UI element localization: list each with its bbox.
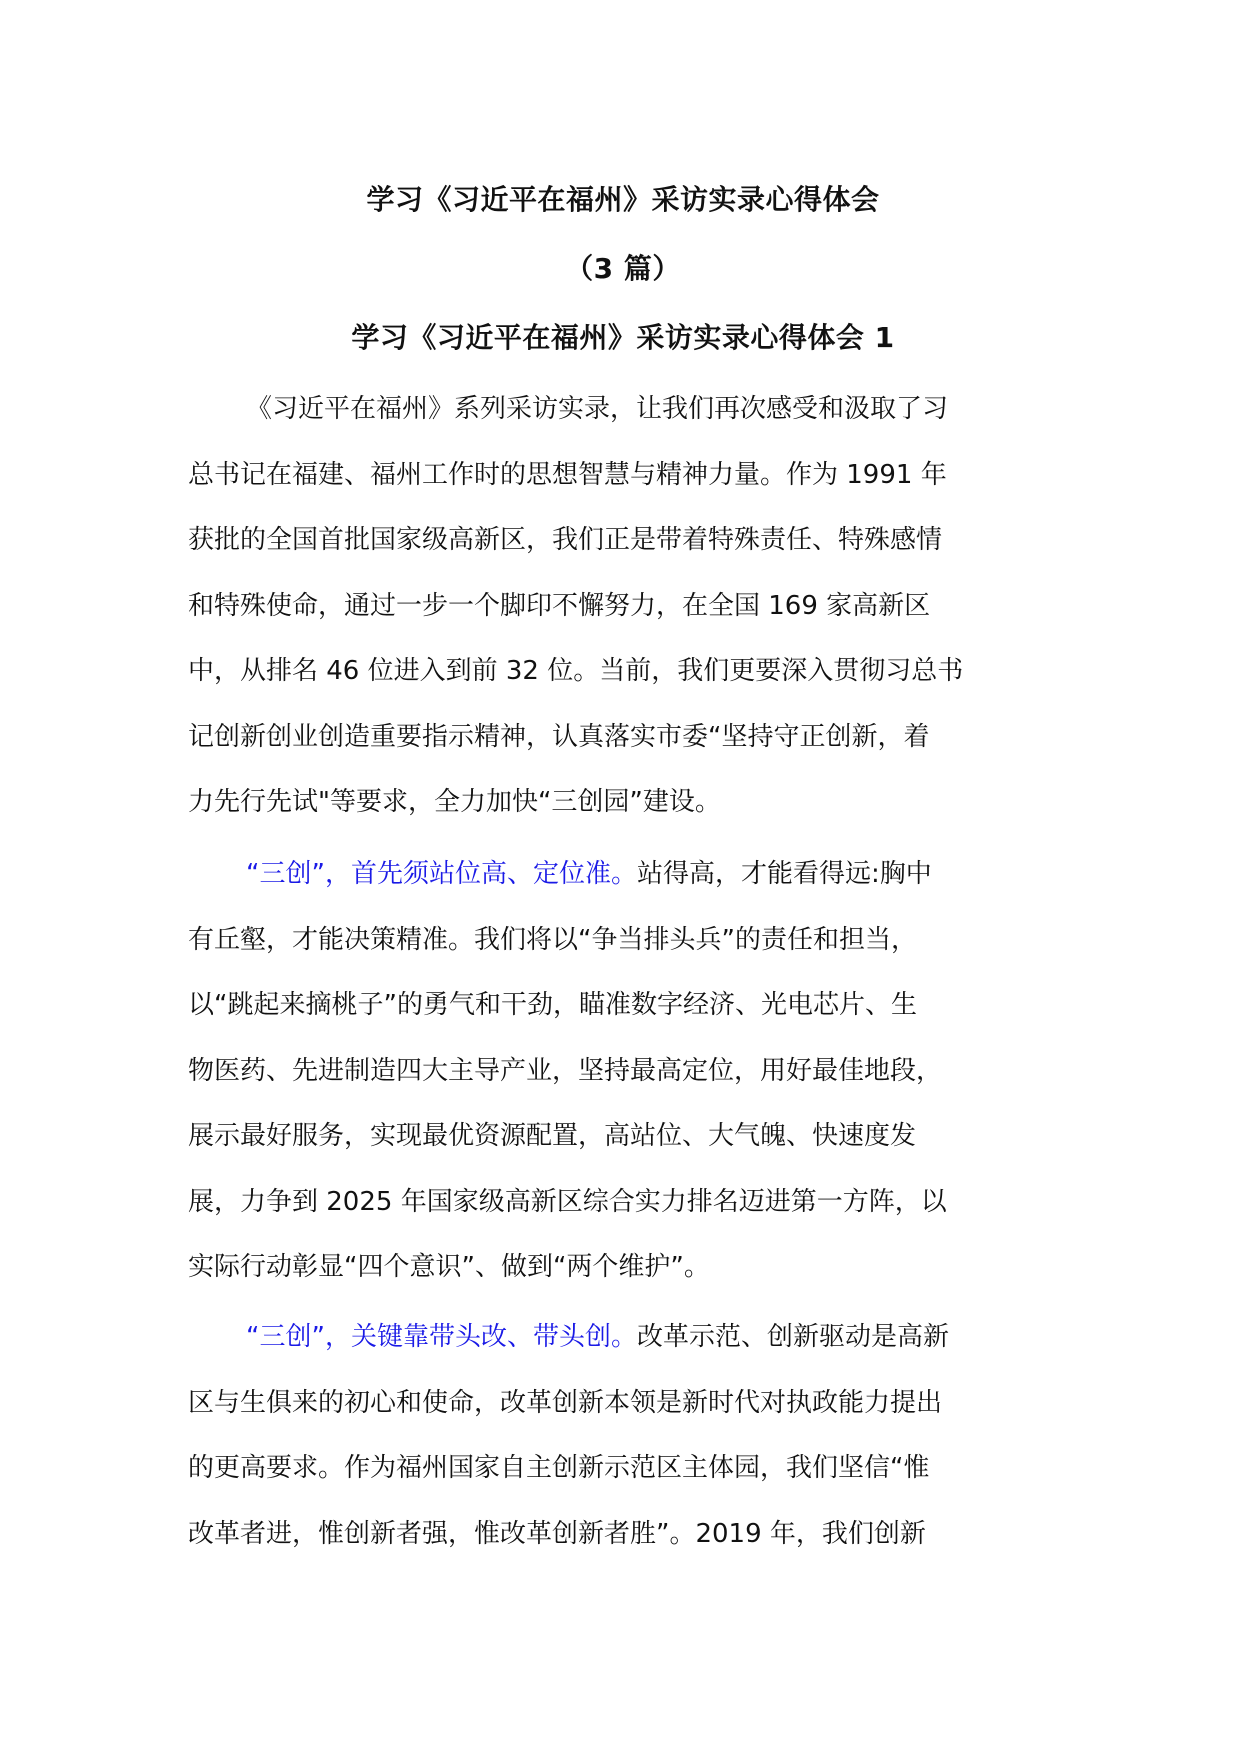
paragraph-line: 物医药、先进制造四大主导产业，坚持最高定位，用好最佳地段， (188, 1055, 943, 1086)
paragraph-line: 实际行动彰显“四个意识”、做到“两个维护”。 (188, 1252, 710, 1282)
highlight-heading: “三创”，关键靠带头改、带头创。 (246, 1322, 637, 1352)
section-title: 学习《习近平在福州》采访实录心得体会 1 (351, 321, 895, 354)
highlight-heading: “三创”，首先须站位高、定位准。 (246, 859, 637, 889)
paragraph-line: 和特殊使命，通过一步一个脚印不懈努力，在全国 169 家高新区 (188, 590, 931, 621)
paragraph-line-text: 改革示范、创新驱动是高新 (636, 1322, 949, 1352)
paragraph-line: 区与生俱来的初心和使命，改革创新本领是新时代对执政能力提出 (188, 1387, 943, 1418)
paragraph-line: 中，从排名 46 位进入到前 32 位。当前，我们更要深入贯彻习总书 (188, 656, 964, 686)
paragraph-first-line (188, 1305, 1058, 1371)
paragraph-3 (188, 1305, 1058, 1567)
paragraph-line: 展示最好服务，实现最优资源配置，高站位、大气魄、快速度发 (188, 1121, 917, 1151)
paragraph-line: 改革者进，惟创新者强，惟改革创新者胜”。2019 年，我们创新 (188, 1518, 926, 1549)
document-title: 学习《习近平在福州》采访实录心得体会 (366, 183, 880, 216)
paragraph-2 (188, 842, 1058, 1301)
paragraph-line: 记创新创业创造重要指示精神，认真落实市委“坚持守正创新，着 (188, 721, 930, 752)
paragraph-line: 的更高要求。作为福州国家自主创新示范区主体园，我们坚信“惟 (188, 1453, 930, 1483)
paragraph-line: 力先行先试"等要求，全力加快“三创园”建设。 (188, 787, 721, 817)
paragraph-1 (188, 377, 1058, 836)
document-subtitle: （3 篇） (565, 252, 681, 285)
paragraph-line: 《习近平在福州》系列采访实录，让我们再次感受和汲取了习 (246, 394, 949, 424)
paragraph-line: 以“跳起来摘桃子”的勇气和干劲，瞄准数字经济、光电芯片、生 (188, 990, 917, 1020)
paragraph-line: 总书记在福建、福州工作时的思想智慧与精神力量。作为 1991 年 (188, 459, 947, 490)
paragraph-line: 有丘壑，才能决策精准。我们将以“争当排头兵”的责任和担当， (188, 924, 917, 955)
paragraph-line-text: 站得高，才能看得远:胸中 (636, 859, 932, 889)
paragraph-first-line (188, 842, 1058, 908)
paragraph-line: 展，力争到 2025 年国家级高新区综合实力排名迈进第一方阵，以 (188, 1186, 947, 1217)
paragraph-line: 获批的全国首批国家级高新区，我们正是带着特殊责任、特殊感情 (188, 525, 943, 555)
